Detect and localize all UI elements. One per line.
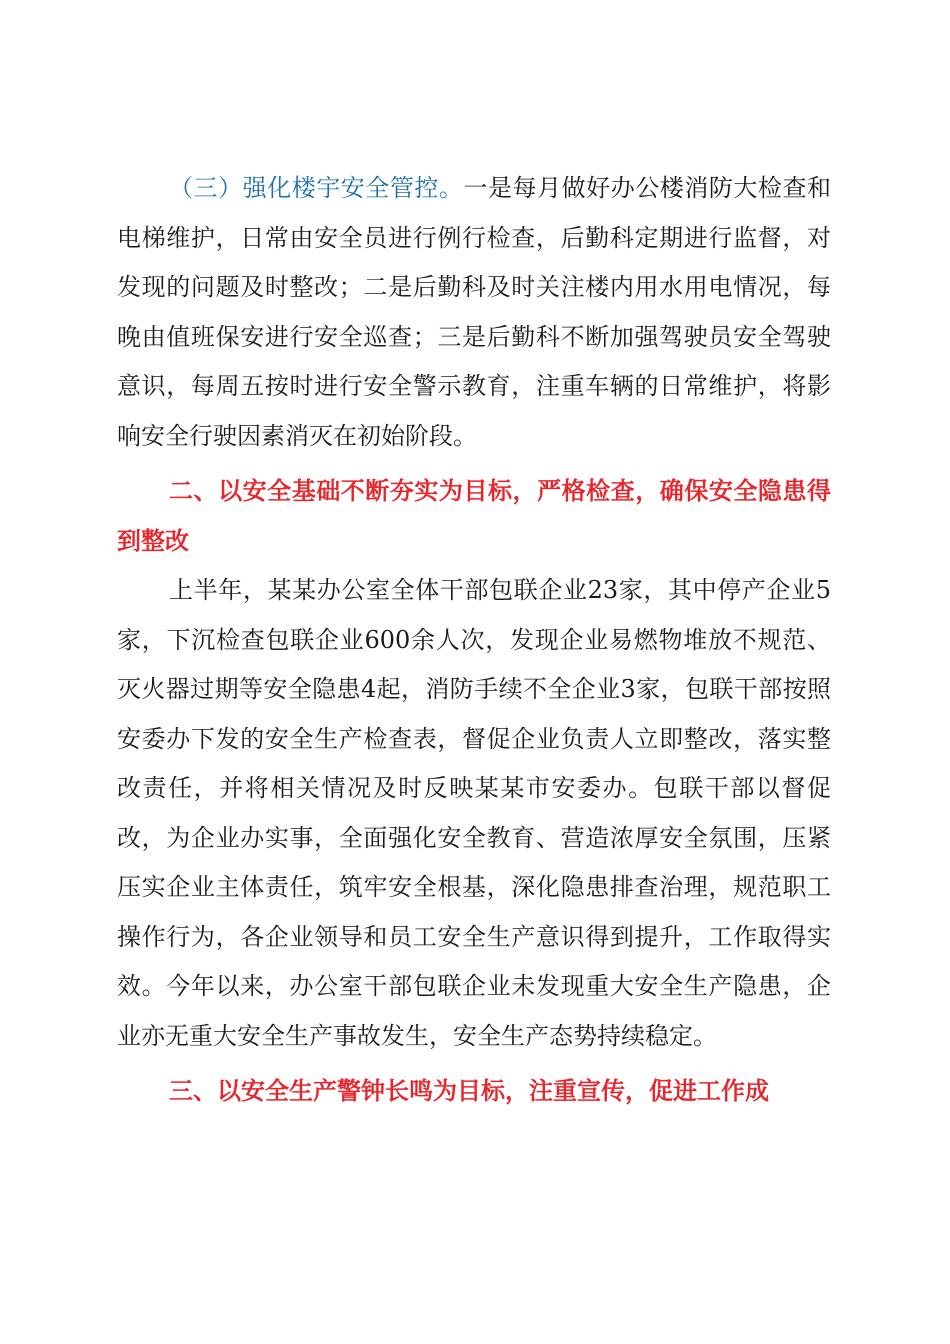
paragraph-2: 上半年，某某办公室全体干部包联企业23家，其中停产企业5家，下沉检查包联企业600余人次，发现企业易燃物堆放不规范、灭火器过期等安全隐患4起，消防手续不全企业3家，包联干部按照安委办下发的安全生产检查表，督促企业负责人立即整改，落实整改责任，并将相关情况及时反映某某市安委办。包联干部以督促改，为企业办实事，全面强化安全教育、营造浓厚安全氛围，压紧压实企业主体责任，筑牢安全根基，深化隐患排查治理，规范职工操作行为，各企业领导和员工安全生产意识得到提升，工作取得实效。今年以来，办公室干部包联企业未发现重大安全生产隐患，企业亦无重大安全生产事故发生，安全生产态势持续稳定。: [117, 576, 831, 1050]
section-3-body: 一是每月做好办公楼消防大检查和电梯维护，日常由安全员进行例行检查，后勤科定期进行监督，对发现的问题及时整改；二是后勤科及时关注楼内用水用电情况，每晚由值班保安进行安全巡查；三是后勤科不断加强驾驶员安全驾驶意识，每周五按时进行安全警示教育，注重车辆的日常维护，将影响安全行驶因素消灭在初始阶段。: [117, 174, 832, 450]
heading-2: 二、以安全基础不断夯实为目标，严格检查，确保安全隐患得到整改: [117, 477, 831, 555]
heading-3: 三、以安全生产警钟长鸣为目标，注重宣传，促进工作成: [169, 1077, 769, 1105]
document-page: [117, 164, 831, 1117]
section-3-paragraph: [117, 164, 831, 461]
section-3-subtitle: （三）强化楼宇安全管控。: [169, 174, 464, 202]
